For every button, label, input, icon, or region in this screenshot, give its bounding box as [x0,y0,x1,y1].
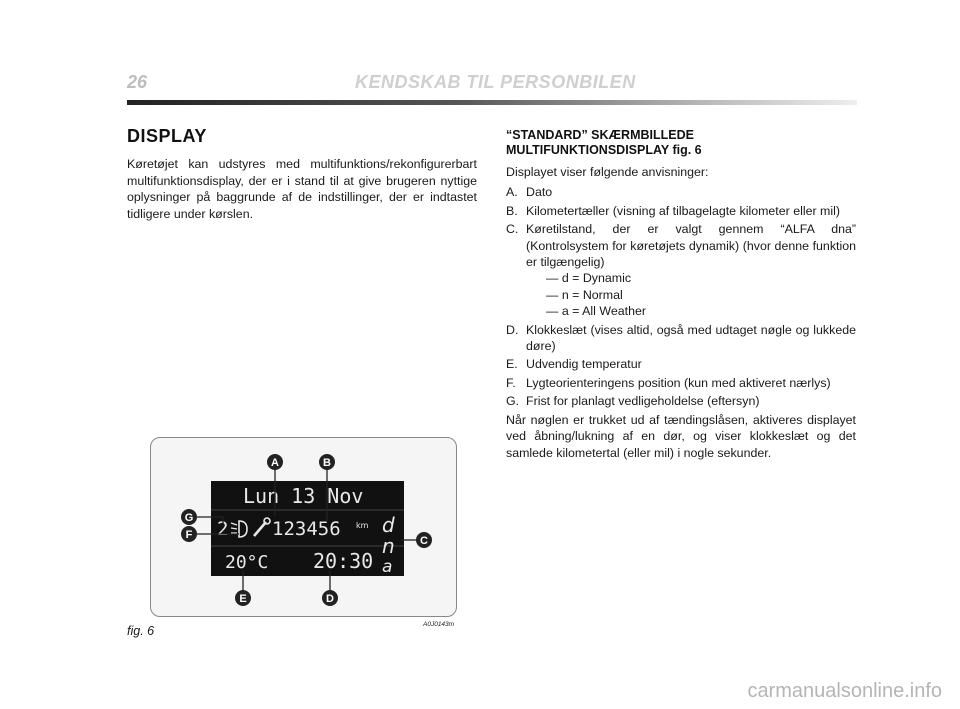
lcd-date: Lun 13 Nov [243,484,364,508]
lcd-headlamp-level: 2 [217,518,229,540]
callout-b [319,454,335,470]
svg-text:F: F [185,529,193,541]
callout-a [267,454,283,470]
left-column [127,128,477,226]
svg-text:D: D [326,593,334,605]
intro-text: Displayet viser følgende anvisninger: [506,165,709,179]
lcd-temperature: 20°C [225,552,269,573]
lcd-clock: 20:30 [313,549,374,573]
list-item: G. Frist for planlagt vedligeholdelse (eftersyn) [506,394,760,409]
lcd-mode-n: n [382,534,395,558]
lcd-mode-a: a [382,557,393,577]
mode-item: — a = All Weather [546,304,646,319]
list-item: A. Dato [506,185,553,200]
multifunction-display-illustration [151,438,456,616]
display-figure [150,437,457,617]
list-item: C. Køretilstand, der er valgt gennem “ALFA dna” (Kontrolsystem for køretøjets dynamik) (hvor denne funktion er tilgængelig) — d = Dynamic — n = Normal — a = All Weather [506,222,856,319]
figure-label: fig. 6 [127,624,155,638]
list-item: B. Kilometertæller (visning af tilbagelagte kilometer eller mil) [506,203,841,218]
figure-code: A0J0143m [423,621,455,628]
heading-line-1: “STANDARD” SKÆRMBILLEDE [506,128,694,142]
header-divider [127,100,857,105]
svg-text:C: C [420,535,428,547]
callout-d [322,590,338,606]
dna-mode-list [526,270,856,319]
closing-paragraph: Når nøglen er trukket ud af tændingslåsen, aktiveres displayet ved åbning/lukning af en dør, og viser klokkeslæt og det samlede kilometertal (eller mil) i nogle sekunder. [506,412,856,460]
callout-f [181,526,197,542]
heading-line-2: MULTIFUNKTIONSDISPLAY fig. 6 [506,143,702,157]
svg-text:E: E [239,593,247,605]
svg-text:A: A [271,457,279,469]
right-column [506,128,856,465]
list-item: D. Klokkeslæt (vises altid, også med udtaget nøgle og lukkede døre) [506,322,856,354]
display-paragraph: Køretøjet kan udstyres med multifunktions/rekonfigurerbart multifunktionsdisplay, der er i stand til at give brugeren nyttige oplysninger på baggrunde af de indstillinger, der er indtastet tidligere under kørslen. [127,157,477,221]
lcd-mode-d: d [382,513,395,537]
mode-item: — n = Normal [546,287,623,302]
list-item: F. Lygteorienteringens position (kun med aktiveret nærlys) [506,375,831,390]
callout-e [235,590,251,606]
svg-text:G: G [184,512,194,524]
display-heading: DISPLAY [127,126,207,146]
callout-c [416,532,432,548]
callout-g [181,509,197,525]
indication-list [506,184,856,409]
svg-text:B: B [323,457,331,469]
page-number: 26 [127,72,148,92]
standard-screen-heading [506,128,856,158]
lcd-unit: km [356,521,369,530]
page-section-title: KENDSKAB TIL PERSONBILEN [355,72,636,92]
mode-item: — d = Dynamic [546,271,632,286]
lcd-odometer: 123456 [272,518,341,540]
list-item: E. Udvendig temperatur [506,357,642,372]
watermark: carmanualsonline.info [747,680,942,702]
